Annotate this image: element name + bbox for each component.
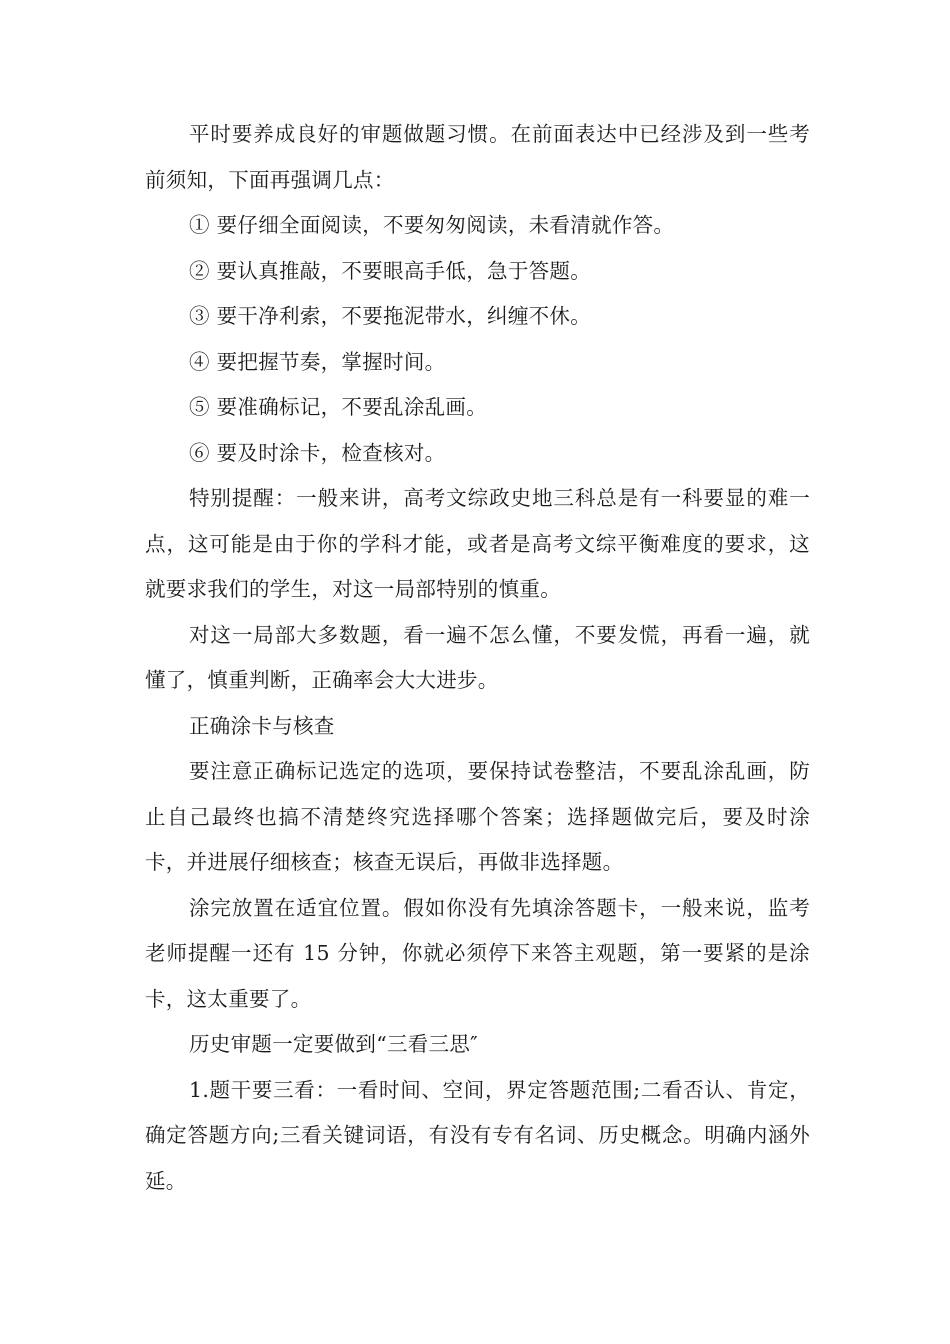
paragraph-three-looks: 1.题干要三看：一看时间、空间，界定答题范围;二看否认、肯定，确定答题方向;三看关键词语，有没有专有名词、历史概念。明确内涵外延。: [145, 1077, 810, 1193]
list-item-6: ⑥ 要及时涂卡，检查核对。: [189, 440, 446, 465]
list-item-3: ③ 要干净利索，不要拖泥带水，纠缠不休。: [189, 304, 592, 328]
document-body: [145, 112, 810, 1204]
list-item-1: ① 要仔细全面阅读，不要匆匆阅读，未看清就作答。: [189, 213, 675, 237]
paragraph-intro: 平时要养成良好的审题做题习惯。在前面表达中已经涉及到一些考前须知，下面再强调几点：: [145, 122, 810, 192]
paragraph-marking: 要注意正确标记选定的选项，要保持试卷整洁，不要乱涂乱画，防止自己最终也搞不清楚终究选择哪个答案；选择题做完后，要及时涂卡，并进展仔细核查；核查无误后，再做非选择题。: [145, 759, 810, 874]
paragraph-reread-advice: 对这一局部大多数题，看一遍不怎么懂，不要发慌，再看一遍，就懂了，慎重判断，正确率会大大进步。: [145, 622, 810, 692]
section-heading-history: 历史审题一定要做到“三看三思″: [189, 1032, 479, 1056]
paragraph-special-reminder: 特别提醒：一般来讲，高考文综政史地三科总是有一科要显的难一点，这可能是由于你的学科才能，或者是高考文综平衡难度的要求，这就要求我们的学生，对这一局部特别的慎重。: [145, 486, 810, 601]
paragraph-card-timing: 涂完放置在适宜位置。假如你没有先填涂答题卡，一般来说，监考老师提醒一还有 15 分钟，你就必须停下来答主观题，第一要紧的是涂卡，这太重要了。: [145, 895, 810, 1011]
list-item-2: ② 要认真推敲，不要眼高手低，急于答题。: [189, 258, 592, 283]
section-heading-card-check: 正确涂卡与核查: [189, 713, 335, 738]
list-item-4: ④ 要把握节奏，掌握时间。: [189, 349, 446, 374]
list-item-5: ⑤ 要准确标记，不要乱涂乱画。: [189, 395, 488, 419]
